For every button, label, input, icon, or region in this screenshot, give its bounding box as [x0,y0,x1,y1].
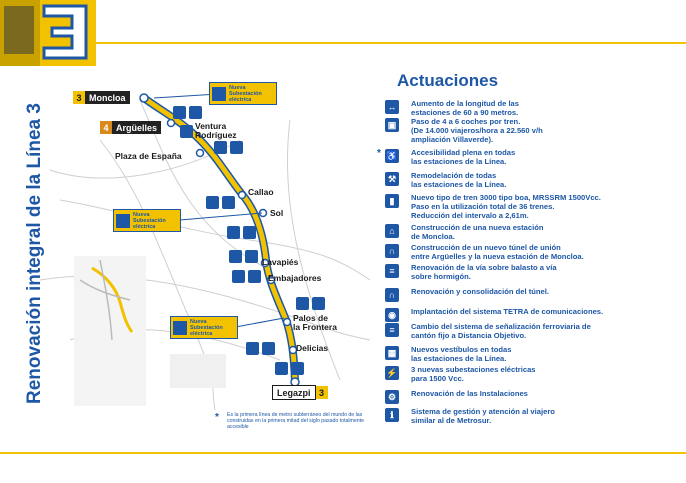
wheelchair-icon [232,270,245,283]
substation-label: Nueva Subestación eléctrica [133,211,166,230]
lightning-icon [173,321,187,335]
actuacion-text: Renovación y consolidación del túnel. [411,287,549,296]
actuacion-item [385,407,680,425]
wheelchair-icon [173,106,186,119]
legazpi-badge [272,386,328,399]
actuacion-text: Implantación del sistema TETRA de comunicaciones. [411,307,604,316]
actuacion-item [385,389,680,404]
wheelchair-icon [227,226,240,239]
actuacion-text: Construcción de un nuevo túnel de unión entre Argüelles y la nueva estación de Moncloa. [411,243,584,261]
arguelles-badge [100,121,161,134]
actuacion-item [385,243,680,261]
remodel-icon [222,196,235,209]
footnote-star: * [215,412,219,423]
header-banner [0,0,686,66]
remodel-icon [243,226,256,239]
installations-icon: ⚙ [385,390,399,404]
actuacion-text: Paso de 4 a 6 coches por tren. (De 14.000 viajeros/hora a 22.560 v/h ampliación Villaverde). [411,117,543,144]
actuacion-text: Nuevos vestíbulos en todas las estaciones de la Línea. [411,345,512,363]
wheelchair-icon [246,342,259,355]
actuacion-item [385,99,680,117]
station-ventura-rodriguez: Ventura Rodríguez [195,121,237,140]
actuacion-item [385,263,680,281]
actuacion-text: 3 nuevas subestaciones eléctricas para 1500 Vcc. [411,365,536,383]
substation-icon: ⚡ [386,368,398,378]
actuacion-text: Construcción de una nueva estación de Moncloa. [411,223,544,241]
bottom-rule [0,452,686,454]
actuacion-item [385,171,680,189]
top-rule [95,42,686,44]
substation-label: Nueva Subestación eléctrica [229,84,262,103]
actuacion-item [385,345,680,363]
station-plaza-de-espana: Plaza de España [115,151,182,161]
remodel-icon [248,270,261,283]
station-moncloa: Moncloa [85,91,130,104]
management-icon: ℹ [385,408,399,422]
wheelchair-icon [180,125,193,138]
actuacion-text: Renovación de la vía sobre balasto a vía sobre hormigón. [411,263,557,281]
remodel-icon [312,297,325,310]
station-arguelles: Argüelles [112,121,161,134]
wheelchair-icon [229,250,242,263]
station-delicias: Delicias [296,343,329,353]
station-lavapies: Lavapiés [262,257,299,267]
actuacion-text: Aumento de la longitud de las estaciones de 60 a 90 metros. [411,99,520,117]
train-cars-icon: ▣ [385,118,399,132]
wheelchair-icon [206,196,219,209]
substation-box-moncloa [209,82,277,105]
actuacion-item [385,365,680,383]
new-station-icon: ⌂ [385,224,399,238]
actuacion-text: Nuevo tipo de tren 3000 tipo boa, MRSSRM 1500Vcc. Paso en la utilización total de 36 trenes. Reducción del intervalo a 2,61m. [411,193,601,220]
lightning-icon [116,214,130,228]
wheelchair-icon [296,297,309,310]
overview-minimap [74,256,146,406]
actuacion-text: Sistema de gestión y atención al viajero similar al de Metrosur. [411,407,555,425]
wheelchair-icon [214,141,227,154]
actuacion-item [385,223,680,241]
remodel-icon: ⚒ [385,172,399,186]
station-sol: Sol [270,208,284,218]
lightning-icon [212,87,226,101]
station-embajadores: Embajadores [268,273,322,283]
moncloa-badge [73,91,130,104]
actuacion-item [385,117,680,144]
actuacion-item [385,193,680,220]
remodel-icon [262,342,275,355]
platform-length-icon: ↔ [385,100,399,114]
line-4-number: 4 [100,121,112,134]
tunnel-link-icon: ∩ [385,244,399,258]
new-train-icon: ▮ [385,194,399,208]
station-legazpi: Legazpi [272,385,316,400]
remodel-icon [245,250,258,263]
line-number: 3 [316,386,328,399]
tunnel-icon: ∩ [385,288,399,302]
actuacion-item [385,307,680,322]
actuacion-item [385,322,680,340]
remodel-icon [230,141,243,154]
actuacion-text: Accesibilidad plena en todas las estaciones de la Línea. [411,148,516,166]
station-callao: Callao [248,187,274,197]
substation-label: Nueva Subestación eléctrica [190,318,223,337]
actuacion-text: Cambio del sistema de señalización ferroviaria de cantón fijo a Distancia Objetivo. [411,322,591,340]
actuacion-text: Remodelación de todas las estaciones de la Línea. [411,171,507,189]
substation-box-sol [113,209,181,232]
line-number: 3 [73,91,85,104]
wheelchair-icon [275,362,288,375]
actuacion-item [377,148,680,166]
actuaciones-title: Actuaciones [397,71,499,90]
substation-box-palos [170,316,238,339]
actuacion-text: Renovación de las Instalaciones [411,389,528,398]
actuacion-item [385,287,680,302]
wheelchair-icon: ♿ [386,151,398,161]
signalling-icon: ≡ [385,323,399,337]
banner-graphic [0,0,686,66]
legend-box [170,354,226,388]
accessibility-star: * [377,148,381,159]
station-palos-de-la-frontera: Palos de la Frontera [293,313,337,332]
tetra-icon: ◉ [385,308,399,322]
vestibule-icon: ▦ [385,346,399,360]
remodel-icon [189,106,202,119]
remodel-icon [291,362,304,375]
vertical-title: Renovación integral de la Línea 3 [24,103,45,404]
track-icon: ≡ [385,264,399,278]
footnote-text: Es la primera línea de metro subterráneo del mundo de las construidas en la primera mitad del siglo pasado totalmente accesible [227,412,364,430]
